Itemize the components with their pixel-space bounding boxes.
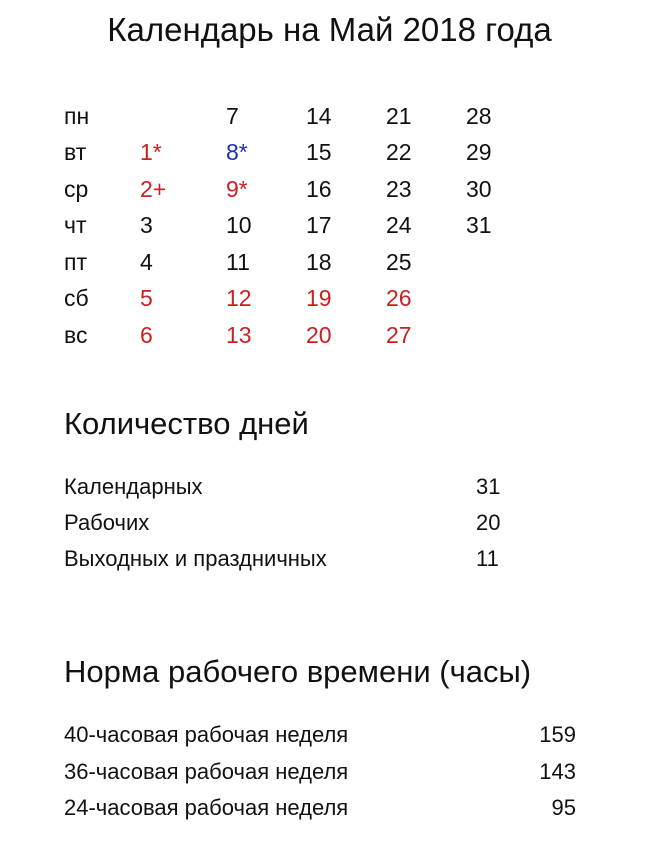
calendar-day-cell: 6 [140, 321, 153, 348]
calendar-grid [64, 98, 546, 354]
calendar-day-cell: 1* [140, 139, 162, 166]
days-count-label: Рабочих [64, 510, 150, 535]
calendar-day-cell: 4 [140, 248, 153, 275]
work-hours-value: 95 [551, 795, 576, 821]
calendar-day-cell: 31 [466, 212, 492, 239]
calendar-day-cell: 29 [466, 139, 492, 166]
calendar-week-row [64, 208, 546, 245]
calendar-day-cell: 25 [386, 248, 412, 275]
days-count-label: Календарных [64, 474, 203, 499]
calendar-day-cell: 11 [226, 248, 250, 275]
calendar-day-cell: 18 [306, 248, 332, 275]
calendar-day-cell: 3 [140, 212, 153, 239]
work-hours-table [64, 717, 576, 827]
days-count-label: Выходных и праздничных [64, 546, 327, 571]
calendar-day-cell: 28 [466, 102, 492, 129]
days-count-row [64, 541, 516, 577]
weekday-label: сб [64, 285, 89, 312]
work-hours-label: 40-часовая рабочая неделя [64, 722, 349, 748]
calendar-day-cell: 21 [386, 102, 412, 129]
calendar-day-cell: 5 [140, 285, 153, 312]
work-hours-label: 24-часовая рабочая неделя [64, 795, 349, 821]
work-hours-row [64, 790, 576, 827]
calendar-day-cell: 15 [306, 139, 332, 166]
weekday-label: вс [64, 321, 88, 348]
weekday-label: пт [64, 248, 87, 275]
calendar-day-cell: 2+ [140, 175, 167, 202]
work-hours-row [64, 717, 576, 754]
calendar-day-cell: 10 [226, 212, 252, 239]
weekday-label: ср [64, 175, 89, 202]
calendar-day-cell: 16 [306, 175, 332, 202]
calendar-day-cell: 27 [386, 321, 412, 348]
weekday-label: пн [64, 102, 90, 129]
days-count-value: 31 [476, 474, 501, 499]
calendar-day-cell: 20 [306, 321, 332, 348]
days-count-value: 11 [476, 546, 499, 571]
work-hours-row [64, 754, 576, 791]
weekday-label: вт [64, 139, 87, 166]
calendar-day-cell: 30 [466, 175, 492, 202]
calendar-day-cell: 13 [226, 321, 252, 348]
calendar-day-cell: 17 [306, 212, 332, 239]
days-count-table [64, 469, 516, 577]
page-title: Календарь на Май 2018 года [107, 11, 552, 48]
calendar-day-cell: 22 [386, 139, 412, 166]
days-count-row [64, 505, 516, 541]
calendar-week-row [64, 135, 546, 172]
work-hours-title: Норма рабочего времени (часы) [64, 654, 532, 689]
days-count-title: Количество дней [64, 406, 309, 441]
calendar-day-cell: 9* [226, 175, 248, 202]
calendar-day-cell: 26 [386, 285, 412, 312]
calendar-day-cell: 23 [386, 175, 412, 202]
calendar-day-cell: 8* [226, 139, 248, 166]
work-hours-value: 143 [539, 758, 576, 784]
calendar-week-row [64, 281, 546, 318]
calendar-day-cell: 24 [386, 212, 412, 239]
calendar-day-cell: 14 [306, 102, 332, 129]
calendar-day-cell: 12 [226, 285, 252, 312]
calendar-day-cell: 19 [306, 285, 332, 312]
weekday-label: чт [64, 212, 87, 239]
work-hours-value: 159 [539, 722, 576, 748]
calendar-day-cell: 7 [226, 102, 239, 129]
calendar-week-row [64, 171, 546, 208]
days-count-value: 20 [476, 510, 501, 535]
days-count-row [64, 469, 516, 505]
calendar-week-row [64, 244, 546, 281]
work-hours-label: 36-часовая рабочая неделя [64, 758, 349, 784]
calendar-week-row [64, 98, 546, 135]
calendar-week-row [64, 317, 546, 354]
